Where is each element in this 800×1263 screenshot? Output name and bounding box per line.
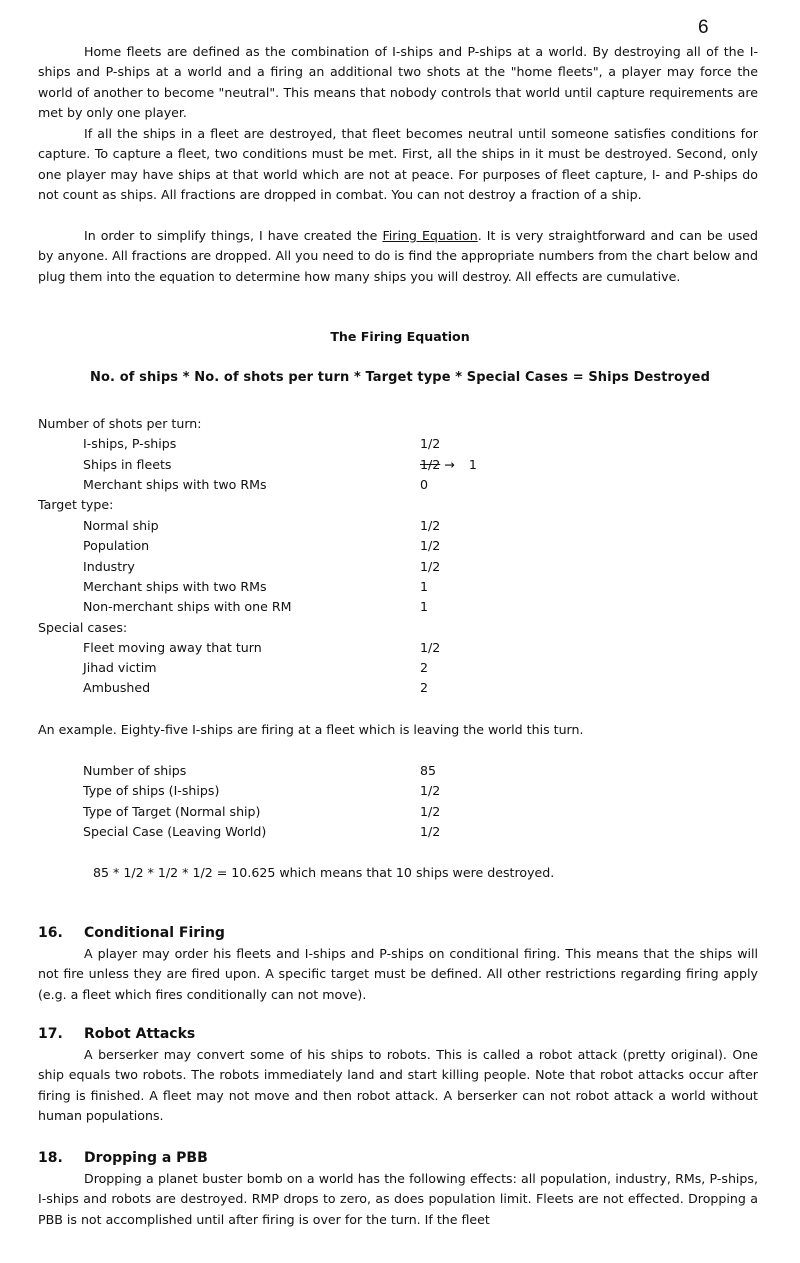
example-value: 85 (420, 763, 437, 778)
section-title: Dropping a PBB (84, 1150, 208, 1166)
chart-label: Industry (83, 559, 135, 574)
chart-label: Ships in fleets (83, 457, 172, 472)
special-header-row (38, 618, 758, 638)
target-header-row (38, 495, 758, 515)
section-heading-robot-attacks (38, 1024, 195, 1044)
shots-header-row (38, 414, 758, 434)
equation-formula: No. of ships * No. of shots per turn * Target type * Special Cases = Ships Destroyed (90, 370, 710, 385)
chart-row (38, 597, 758, 617)
special-header: Special cases: (38, 620, 128, 635)
intro-paragraph-home-fleets: Home fleets are defined as the combination of I-ships and P-ships at a world. By destroying all of the I-ships and P-ships at a world and a firing an additional two shots at the "home fleets", a player may force the world of another to become "neutral". This means that nobody controls that world until capture requirements are met by only one player. (38, 44, 758, 120)
chart-row (38, 516, 758, 536)
section-text-dropping-pbb: Dropping a planet buster bomb on a world has the following effects: all population, industry, RMs, P-ships, I-ships and robots are destroyed. RMP drops to zero, as does population limit. Fleets are not effected. Dropping a PBB is not accomplished until after firing is over for the turn. If the fleet (38, 1171, 758, 1227)
example-value: 1/2 (420, 804, 441, 819)
chart-label: Ambushed (83, 680, 151, 695)
chart-label: Merchant ships with two RMs (83, 477, 267, 492)
p3-before: In order to simplify things, I have created the (84, 228, 383, 243)
chart-value: 1/2 (420, 518, 441, 533)
section-number: 18. (38, 1150, 63, 1166)
example-value: 1/2 (420, 824, 441, 839)
shots-header: Number of shots per turn: (38, 416, 202, 431)
section-heading-dropping-pbb (38, 1148, 208, 1168)
example-row (38, 822, 758, 842)
example-row (38, 761, 758, 781)
section-heading-conditional-firing (38, 923, 225, 943)
example-label: Number of ships (83, 763, 187, 778)
section-text-conditional-firing: A player may order his fleets and I-ships and P-ships on conditional firing. This means that the ships will not fire unless they are fired upon. A specific target must be defined. All other restrictions regarding firing apply (e.g. a fleet which fires conditionally can not move). (38, 946, 758, 1002)
chart-value: 1/2 (420, 436, 441, 451)
chart-label: Fleet moving away that turn (83, 640, 262, 655)
chart-label: Normal ship (83, 518, 159, 533)
struck-value: 1/2 (420, 457, 441, 472)
section-text-robot-attacks: A berserker may convert some of his ships to robots. This is called a robot attack (pretty original). One ship equals two robots. The robots immediately land and start killing people. Note that robot attacks occur after firing is finished. A fleet may not move and then robot attack. A berserker can not robot attack a world without human populations. (38, 1047, 758, 1123)
chart-value: 2 (420, 660, 429, 675)
chart-value: 1/2 (420, 559, 441, 574)
chart-value-crossed (420, 455, 477, 475)
example-label: Type of ships (I-ships) (83, 783, 220, 798)
intro-paragraph-fleet-capture: If all the ships in a fleet are destroyed, that fleet becomes neutral until someone satisfies conditions for capture. To capture a fleet, two conditions must be met. First, all the ships in it must be destroyed. Second, only one player may have ships at that world which are not at peace. For purposes of fleet capture, I- and P-ships do not count as ships. All fractions are dropped in combat. You can not destroy a fraction of a ship. (38, 126, 758, 202)
chart-label: Population (83, 538, 150, 553)
chart-row (38, 678, 758, 698)
chart-label: I-ships, P-ships (83, 436, 177, 451)
section-number: 17. (38, 1026, 63, 1042)
chart-row (38, 658, 758, 678)
chart-row (38, 455, 758, 475)
chart-value: 1/2 (420, 538, 441, 553)
chart-row (38, 577, 758, 597)
chart-value: 1 (420, 579, 429, 594)
chart-row (38, 557, 758, 577)
chart-label: Jihad victim (83, 660, 157, 675)
section-title: Robot Attacks (84, 1026, 196, 1042)
example-intro: An example. Eighty-five I-ships are firing at a fleet which is leaving the world this turn. (38, 722, 584, 737)
chart-row (38, 475, 758, 495)
target-header: Target type: (38, 497, 114, 512)
section-title: Conditional Firing (84, 925, 225, 941)
example-row (38, 781, 758, 801)
chart-value: 2 (420, 680, 429, 695)
chart-label: Merchant ships with two RMs (83, 579, 267, 594)
p3-after: . It is very straightforward and can be used by anyone. All fractions are dropped. All you need to do is find the appropriate numbers from the chart below and plug them into the equation to determine how many ships you will destroy. All effects are cumulative. (38, 228, 758, 284)
chart-row (38, 536, 758, 556)
chart-row (38, 434, 758, 454)
chart-value: 1/2 (420, 640, 441, 655)
equation-title: The Firing Equation (330, 329, 470, 344)
example-label: Special Case (Leaving World) (83, 824, 267, 839)
handwritten-note: 1 (468, 457, 477, 472)
page-number: 6 (698, 17, 709, 38)
chart-row (38, 638, 758, 658)
firing-equation-underlined: Firing Equation (382, 228, 478, 243)
section-number: 16. (38, 925, 63, 941)
chart-value: 0 (420, 477, 429, 492)
example-label: Type of Target (Normal ship) (83, 804, 261, 819)
example-row (38, 802, 758, 822)
arrow-icon: → (440, 457, 459, 472)
chart-label: Non-merchant ships with one RM (83, 599, 292, 614)
example-calculation: 85 * 1/2 * 1/2 * 1/2 = 10.625 which means that 10 ships were destroyed. (93, 865, 555, 880)
chart-value: 1 (420, 599, 429, 614)
intro-paragraph-firing-equation (38, 226, 758, 287)
example-value: 1/2 (420, 783, 441, 798)
